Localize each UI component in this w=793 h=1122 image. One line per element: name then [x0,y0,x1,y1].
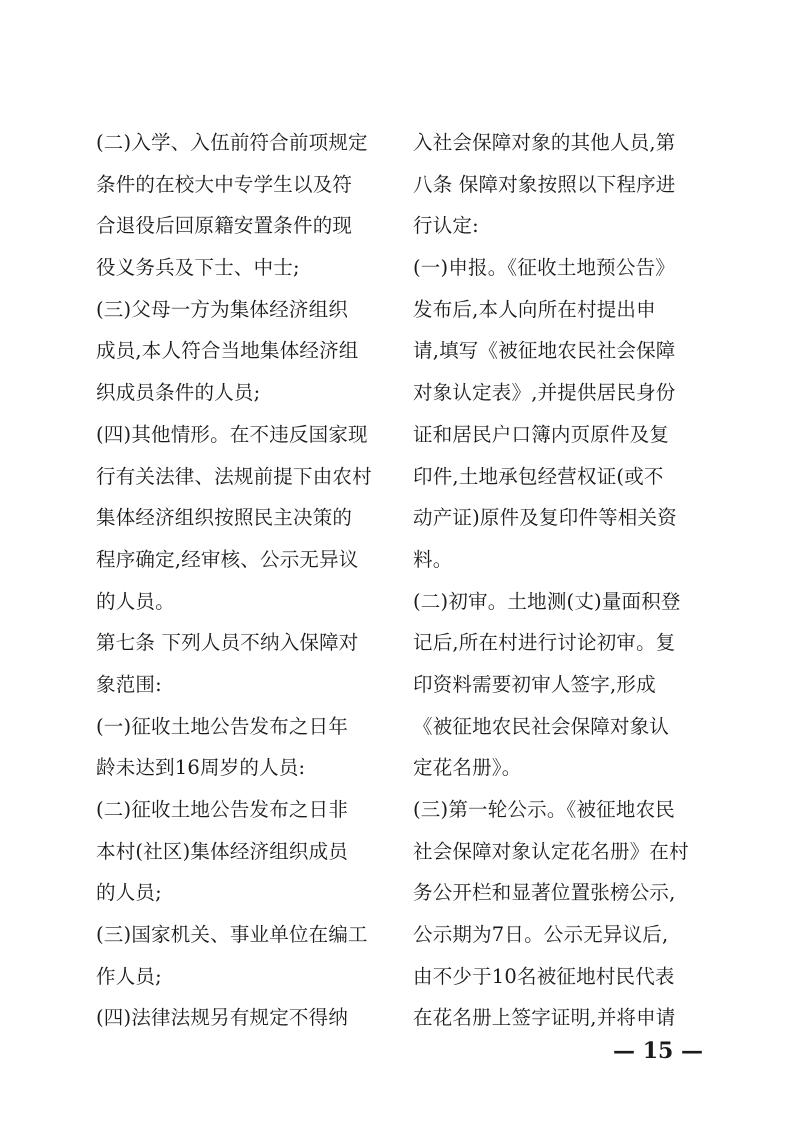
left-text-column [96,122,386,1039]
text-line: 本村(社区)集体经济组织成员 [96,839,349,863]
text-line: (四)其他情形。在不违反国家现 [96,422,368,446]
text-line: (四)法律法规另有规定不得纳 [96,1006,349,1030]
text-line: 成员,本人符合当地集体经济组 [96,339,359,363]
text-line: 条件的在校大中专学生以及符 [96,172,353,196]
text-line: 社会保障对象认定花名册》在村 [413,839,689,863]
text-line: 定花名册》。 [413,756,522,780]
text-line: 集体经济组织按照民主决策的 [96,506,353,530]
text-line: (三)父母一方为集体经济组织 [96,297,349,321]
text-line: 请,填写《被征地农民社会保障 [413,339,676,363]
text-line: (三)第一轮公示。《被征地农民 [413,798,675,821]
article-heading-line: 第七条 下列人员不纳入保障对 [96,631,359,655]
text-line: 印资料需要初审人签字,形成 [413,672,656,696]
text-line: 由不少于10名被征地村民代表 [413,964,675,988]
text-line: 入社会保障对象的其他人员,第 [413,131,676,154]
text-line: 役义务兵及下士、中士; [96,256,300,280]
text-line: 程序确定,经审核、公示无异议 [96,547,359,571]
text-line: 料。 [413,547,453,571]
text-line: 行有关法律、法规前提下由农村 [96,464,372,488]
text-line: 动产证)原件及复印件等相关资 [413,506,677,530]
right-text-column [413,122,703,1039]
text-line: (一)征收土地公告发布之日年 [96,714,349,738]
text-line: 印件,土地承包经营权证(或不 [413,464,664,488]
page-number: — 15 — [613,1038,703,1064]
text-line: 证和居民户口簿内页原件及复 [413,422,670,446]
text-line: 作人员; [96,964,162,988]
text-line: (三)国家机关、事业单位在编工 [96,923,368,947]
text-line: 发布后,本人向所在村提出申 [413,297,656,321]
text-line: 在花名册上签字证明,并将申请 [413,1006,676,1030]
text-line: 龄未达到16周岁的人员: [96,756,306,780]
text-line: 象范围: [96,672,162,696]
text-line: 公示期为7日。公示无异议后, [413,923,669,947]
text-line: 对象认定表》,并提供居民身份 [413,381,676,405]
text-line: (一)申报。《征收土地预公告》 [413,256,675,280]
text-line: (二)入学、入伍前符合前项规定 [96,131,368,154]
text-line: 行认定: [413,214,479,238]
article-heading-line: 八条 保障对象按照以下程序进 [413,172,676,196]
text-line: 《被征地农民社会保障对象认 [413,714,670,738]
text-line: (二)征收土地公告发布之日非 [96,798,349,821]
text-line: 务公开栏和显著位置张榜公示, [413,881,676,905]
text-line: 织成员条件的人员; [96,381,261,405]
text-line: (二)初审。土地测(丈)量面积登 [413,589,681,613]
text-line: 合退役后回原籍安置条件的现 [96,214,353,238]
text-line: 的人员; [96,881,162,905]
text-line: 记后,所在村进行讨论初审。复 [413,631,676,655]
text-line: 的人员。 [96,589,175,613]
